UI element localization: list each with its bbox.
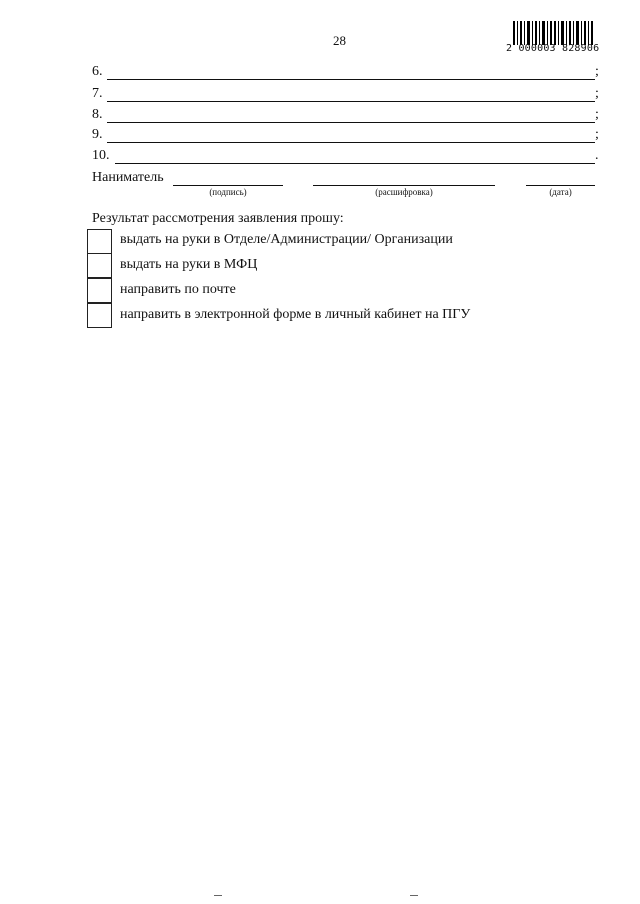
- option-label: выдать на руки в МФЦ: [120, 257, 258, 272]
- option-send-electronic: [87, 304, 547, 329]
- option-label: направить в электронной форме в личный кабинет на ПГУ: [120, 307, 471, 322]
- scan-mark: [214, 895, 222, 896]
- line-number: 8.: [92, 107, 103, 122]
- checkbox[interactable]: [87, 278, 112, 303]
- signature-row: [92, 170, 602, 200]
- form-line-7: [92, 86, 602, 104]
- form-line-9: [92, 127, 602, 145]
- checkbox[interactable]: [87, 253, 112, 278]
- fill-in-line[interactable]: [107, 142, 595, 143]
- page-number: 28: [333, 33, 346, 48]
- option-hand-over-department: [87, 229, 547, 254]
- line-number: 6.: [92, 64, 103, 79]
- decryption-line[interactable]: [313, 185, 495, 186]
- option-send-by-mail: [87, 279, 547, 304]
- line-end-mark: ;: [595, 127, 599, 142]
- option-hand-over-mfc: [87, 254, 547, 279]
- signer-label: Наниматель: [92, 170, 164, 185]
- signature-line[interactable]: [173, 185, 283, 186]
- date-line[interactable]: [526, 185, 595, 186]
- result-options: [87, 229, 547, 329]
- signature-caption: (подпись): [209, 187, 247, 197]
- barcode-digits: 2 000003 828906: [506, 43, 600, 54]
- form-line-6: [92, 64, 602, 82]
- fill-in-line[interactable]: [107, 79, 595, 80]
- date-caption: (дата): [549, 187, 572, 197]
- option-label: направить по почте: [120, 282, 236, 297]
- form-line-10: [92, 148, 602, 166]
- fill-in-line[interactable]: [107, 122, 595, 123]
- line-end-mark: ;: [595, 107, 599, 122]
- result-title: Результат рассмотрения заявления прошу:: [92, 211, 344, 226]
- barcode: [506, 19, 598, 55]
- checkbox[interactable]: [87, 303, 112, 328]
- line-number: 10.: [92, 148, 110, 163]
- line-end-mark: .: [595, 148, 599, 163]
- line-number: 7.: [92, 86, 103, 101]
- form-line-8: [92, 107, 602, 125]
- line-number: 9.: [92, 127, 103, 142]
- fill-in-line[interactable]: [115, 163, 595, 164]
- checkbox[interactable]: [87, 229, 112, 254]
- fill-in-line[interactable]: [107, 101, 595, 102]
- scan-mark: [410, 895, 418, 896]
- barcode-bars: [513, 21, 595, 45]
- option-label: выдать на руки в Отделе/Администрации/ Организации: [120, 232, 453, 247]
- line-end-mark: ;: [595, 64, 599, 79]
- line-end-mark: ;: [595, 86, 599, 101]
- decryption-caption: (расшифровка): [375, 187, 433, 197]
